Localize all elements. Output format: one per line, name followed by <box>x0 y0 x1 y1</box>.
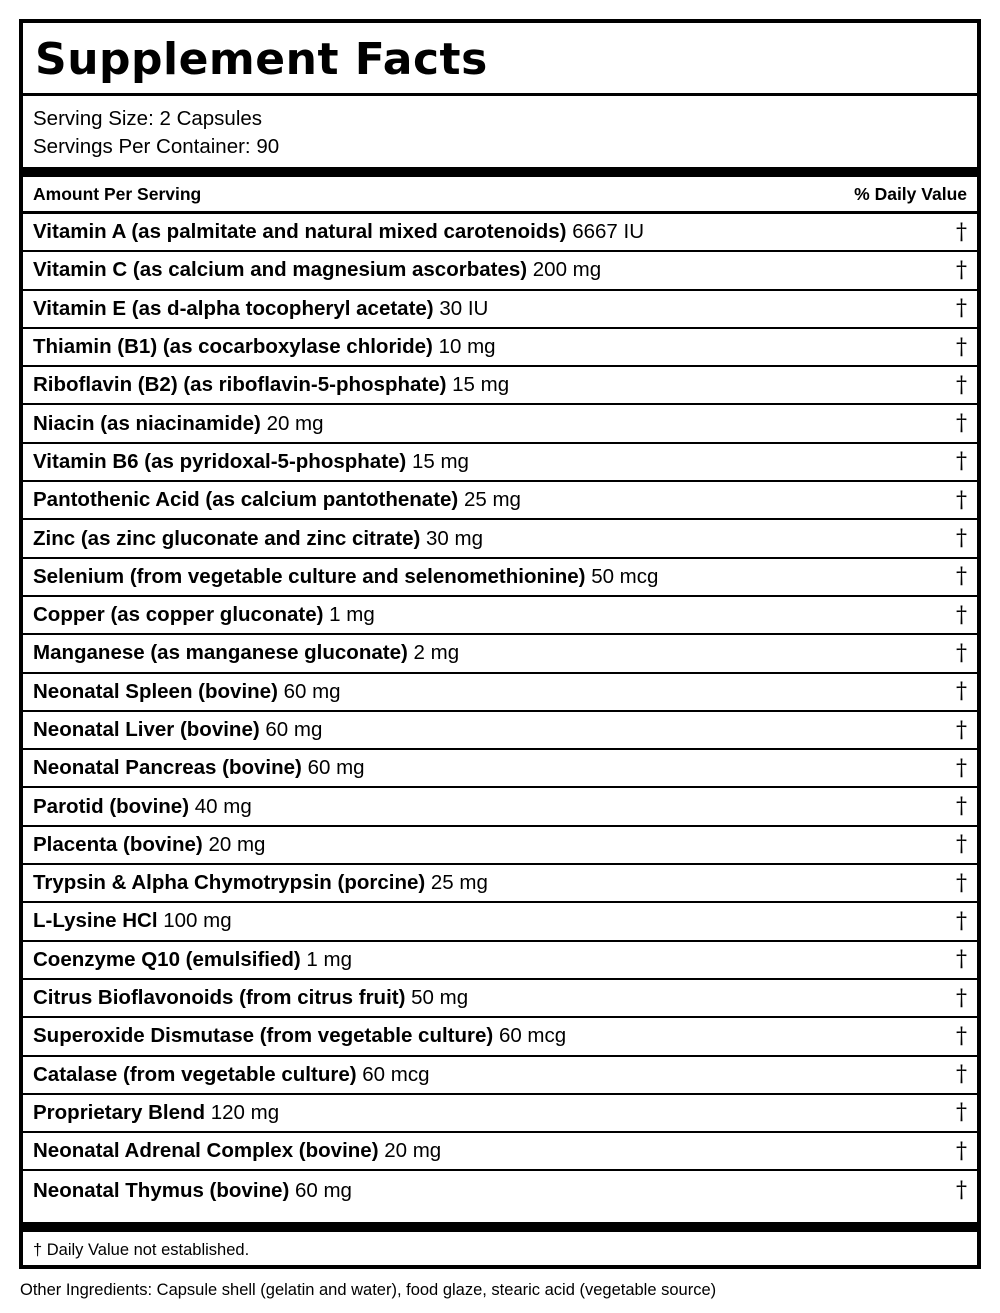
nutrient-label <box>33 1179 352 1203</box>
nutrient-name: Neonatal Liver (bovine) <box>33 718 260 741</box>
nutrient-label <box>33 527 483 551</box>
table-row <box>23 1171 977 1209</box>
daily-value-dagger: † <box>956 257 967 283</box>
other-ingredients: Other Ingredients: Capsule shell (gelatin and water), food glaze, stearic acid (vegetable source) <box>20 1281 717 1299</box>
nutrient-name: Zinc (as zinc gluconate and zinc citrate) <box>33 526 421 550</box>
nutrient-label <box>33 986 468 1010</box>
daily-value-dagger: † <box>956 1062 967 1088</box>
nutrient-amount: 60 mg <box>294 1178 352 1202</box>
nutrient-name: Pantothenic Acid (as calcium pantothenate) <box>33 488 459 512</box>
nutrient-name: Vitamin C (as calcium and magnesium ascorbates) <box>33 258 528 282</box>
nutrient-label <box>33 871 488 895</box>
nutrient-label <box>33 718 322 742</box>
nutrient-amount: 50 mg <box>411 986 469 1010</box>
nutrient-name: Niacin (as niacinamide) <box>33 411 261 435</box>
nutrient-amount: 25 mg <box>430 871 488 895</box>
nutrient-label <box>33 488 521 512</box>
table-row <box>23 482 977 520</box>
nutrient-table <box>23 214 977 1210</box>
daily-value-dagger: † <box>956 564 967 590</box>
serving-info <box>23 96 977 177</box>
nutrient-name: Citrus Bioflavonoids (from citrus fruit) <box>33 986 406 1010</box>
nutrient-amount: 20 mg <box>266 411 324 435</box>
nutrient-name: L-Lysine HCl <box>33 909 158 933</box>
daily-value-dagger: † <box>956 985 967 1011</box>
table-row <box>23 291 977 329</box>
table-row <box>23 444 977 482</box>
nutrient-label <box>33 1139 441 1163</box>
table-row <box>23 635 977 673</box>
nutrient-amount: 60 mcg <box>498 1024 567 1048</box>
nutrient-amount: 60 mg <box>307 756 365 780</box>
nutrient-label <box>33 412 324 436</box>
nutrient-name: Superoxide Dismutase (from vegetable culture) <box>33 1024 494 1048</box>
nutrient-name: Thiamin (B1) (as cocarboxylase chloride) <box>33 335 433 359</box>
daily-value-dagger: † <box>956 870 967 896</box>
nutrient-label <box>33 220 644 244</box>
daily-value-dagger: † <box>956 679 967 705</box>
daily-value-header: % Daily Value <box>854 183 967 204</box>
nutrient-amount: 60 mg <box>283 679 341 703</box>
daily-value-dagger: † <box>956 411 967 437</box>
nutrient-label <box>33 680 341 704</box>
table-header <box>23 177 977 214</box>
nutrient-amount: 15 mg <box>411 449 469 473</box>
nutrient-label <box>33 373 509 397</box>
amount-per-serving-header: Amount Per Serving <box>33 183 202 204</box>
nutrient-label <box>33 833 265 857</box>
daily-value-dagger: † <box>956 449 967 475</box>
daily-value-dagger: † <box>956 640 967 666</box>
daily-value-dagger: † <box>956 602 967 628</box>
table-row <box>23 865 977 903</box>
table-row <box>23 597 977 635</box>
nutrient-name: Riboflavin (B2) (as riboflavin-5-phosphate) <box>33 373 447 397</box>
footnote: † Daily Value not established. <box>33 1241 250 1260</box>
table-row <box>23 712 977 750</box>
daily-value-dagger: † <box>956 1023 967 1049</box>
nutrient-amount: 6667 IU <box>572 220 645 244</box>
nutrient-name: Copper (as copper gluconate) <box>33 603 324 627</box>
nutrient-amount: 30 mg <box>426 526 483 550</box>
nutrient-label <box>33 641 459 665</box>
nutrient-label <box>33 258 601 282</box>
daily-value-dagger: † <box>956 755 967 781</box>
nutrient-label <box>33 450 469 474</box>
table-row <box>23 788 977 826</box>
nutrient-name: Parotid (bovine) <box>33 794 190 818</box>
bottom-divider <box>23 1210 977 1232</box>
nutrient-name: Neonatal Adrenal Complex (bovine) <box>33 1139 379 1163</box>
nutrient-name: Catalase (from vegetable culture) <box>33 1062 357 1086</box>
nutrient-label <box>33 756 365 780</box>
nutrient-label <box>33 1101 279 1125</box>
nutrient-amount: 10 mg <box>438 335 496 359</box>
nutrient-amount: 40 mg <box>194 794 252 818</box>
nutrient-amount: 60 mcg <box>362 1062 430 1086</box>
table-row <box>23 942 977 980</box>
nutrient-name: Vitamin A (as palmitate and natural mixed carotenoids) <box>33 220 567 244</box>
nutrient-amount: 2 mg <box>413 641 460 665</box>
nutrient-amount: 15 mg <box>452 373 510 397</box>
daily-value-dagger: † <box>956 947 967 973</box>
daily-value-dagger: † <box>956 908 967 934</box>
nutrient-label <box>33 297 488 321</box>
nutrient-label <box>33 948 352 972</box>
serving-size: Serving Size: 2 Capsules <box>33 107 263 130</box>
nutrient-name: Trypsin & Alpha Chymotrypsin (porcine) <box>33 871 426 895</box>
nutrient-name: Neonatal Thymus (bovine) <box>33 1178 290 1202</box>
servings-per-container: Servings Per Container: 90 <box>33 135 280 158</box>
nutrient-amount: 1 mg <box>306 947 352 971</box>
nutrient-label <box>33 1063 429 1087</box>
daily-value-dagger: † <box>956 1100 967 1126</box>
nutrient-amount: 120 mg <box>210 1100 280 1124</box>
table-row <box>23 674 977 712</box>
nutrient-name: Proprietary Blend <box>33 1100 206 1124</box>
nutrient-name: Selenium (from vegetable culture and selenomethionine) <box>33 564 586 588</box>
table-row <box>23 1095 977 1133</box>
nutrient-name: Neonatal Spleen (bovine) <box>33 679 278 703</box>
nutrient-label <box>33 909 232 933</box>
nutrient-name: Placenta (bovine) <box>33 832 203 856</box>
daily-value-dagger: † <box>956 219 967 245</box>
table-row <box>23 214 977 252</box>
nutrient-label <box>33 335 496 359</box>
daily-value-dagger: † <box>956 832 967 858</box>
table-row <box>23 367 977 405</box>
nutrient-amount: 1 mg <box>329 603 375 627</box>
daily-value-dagger: † <box>956 334 967 360</box>
nutrient-amount: 200 mg <box>532 258 602 282</box>
daily-value-dagger: † <box>956 487 967 513</box>
table-row <box>23 980 977 1018</box>
table-row <box>23 252 977 290</box>
supplement-facts-panel <box>19 19 981 1269</box>
nutrient-label <box>33 603 375 627</box>
daily-value-dagger: † <box>956 296 967 322</box>
table-row <box>23 750 977 788</box>
daily-value-dagger: † <box>956 1178 967 1204</box>
table-row <box>23 903 977 941</box>
daily-value-dagger: † <box>956 526 967 552</box>
table-row <box>23 1133 977 1171</box>
nutrient-amount: 50 mcg <box>591 564 659 588</box>
daily-value-dagger: † <box>956 794 967 820</box>
table-row <box>23 520 977 558</box>
nutrient-label <box>33 1024 566 1048</box>
nutrient-label <box>33 565 658 589</box>
table-row <box>23 405 977 443</box>
nutrient-label <box>33 795 252 819</box>
table-row <box>23 329 977 367</box>
panel-title: Supplement Facts <box>23 23 977 96</box>
table-row <box>23 827 977 865</box>
nutrient-amount: 20 mg <box>208 832 266 856</box>
nutrient-amount: 25 mg <box>463 488 521 512</box>
nutrient-amount: 20 mg <box>384 1139 442 1163</box>
table-row <box>23 1057 977 1095</box>
nutrient-name: Neonatal Pancreas (bovine) <box>33 756 302 780</box>
table-row <box>23 559 977 597</box>
nutrient-name: Vitamin B6 (as pyridoxal-5-phosphate) <box>33 449 407 473</box>
nutrient-name: Coenzyme Q10 (emulsified) <box>33 947 301 971</box>
nutrient-amount: 30 IU <box>439 296 489 320</box>
nutrient-amount: 60 mg <box>265 718 323 741</box>
daily-value-dagger: † <box>956 717 967 743</box>
nutrient-name: Vitamin E (as d-alpha tocopheryl acetate) <box>33 296 434 320</box>
daily-value-dagger: † <box>956 1138 967 1164</box>
nutrient-amount: 100 mg <box>163 909 232 933</box>
nutrient-name: Manganese (as manganese gluconate) <box>33 641 408 665</box>
table-row <box>23 1018 977 1056</box>
daily-value-dagger: † <box>956 372 967 398</box>
